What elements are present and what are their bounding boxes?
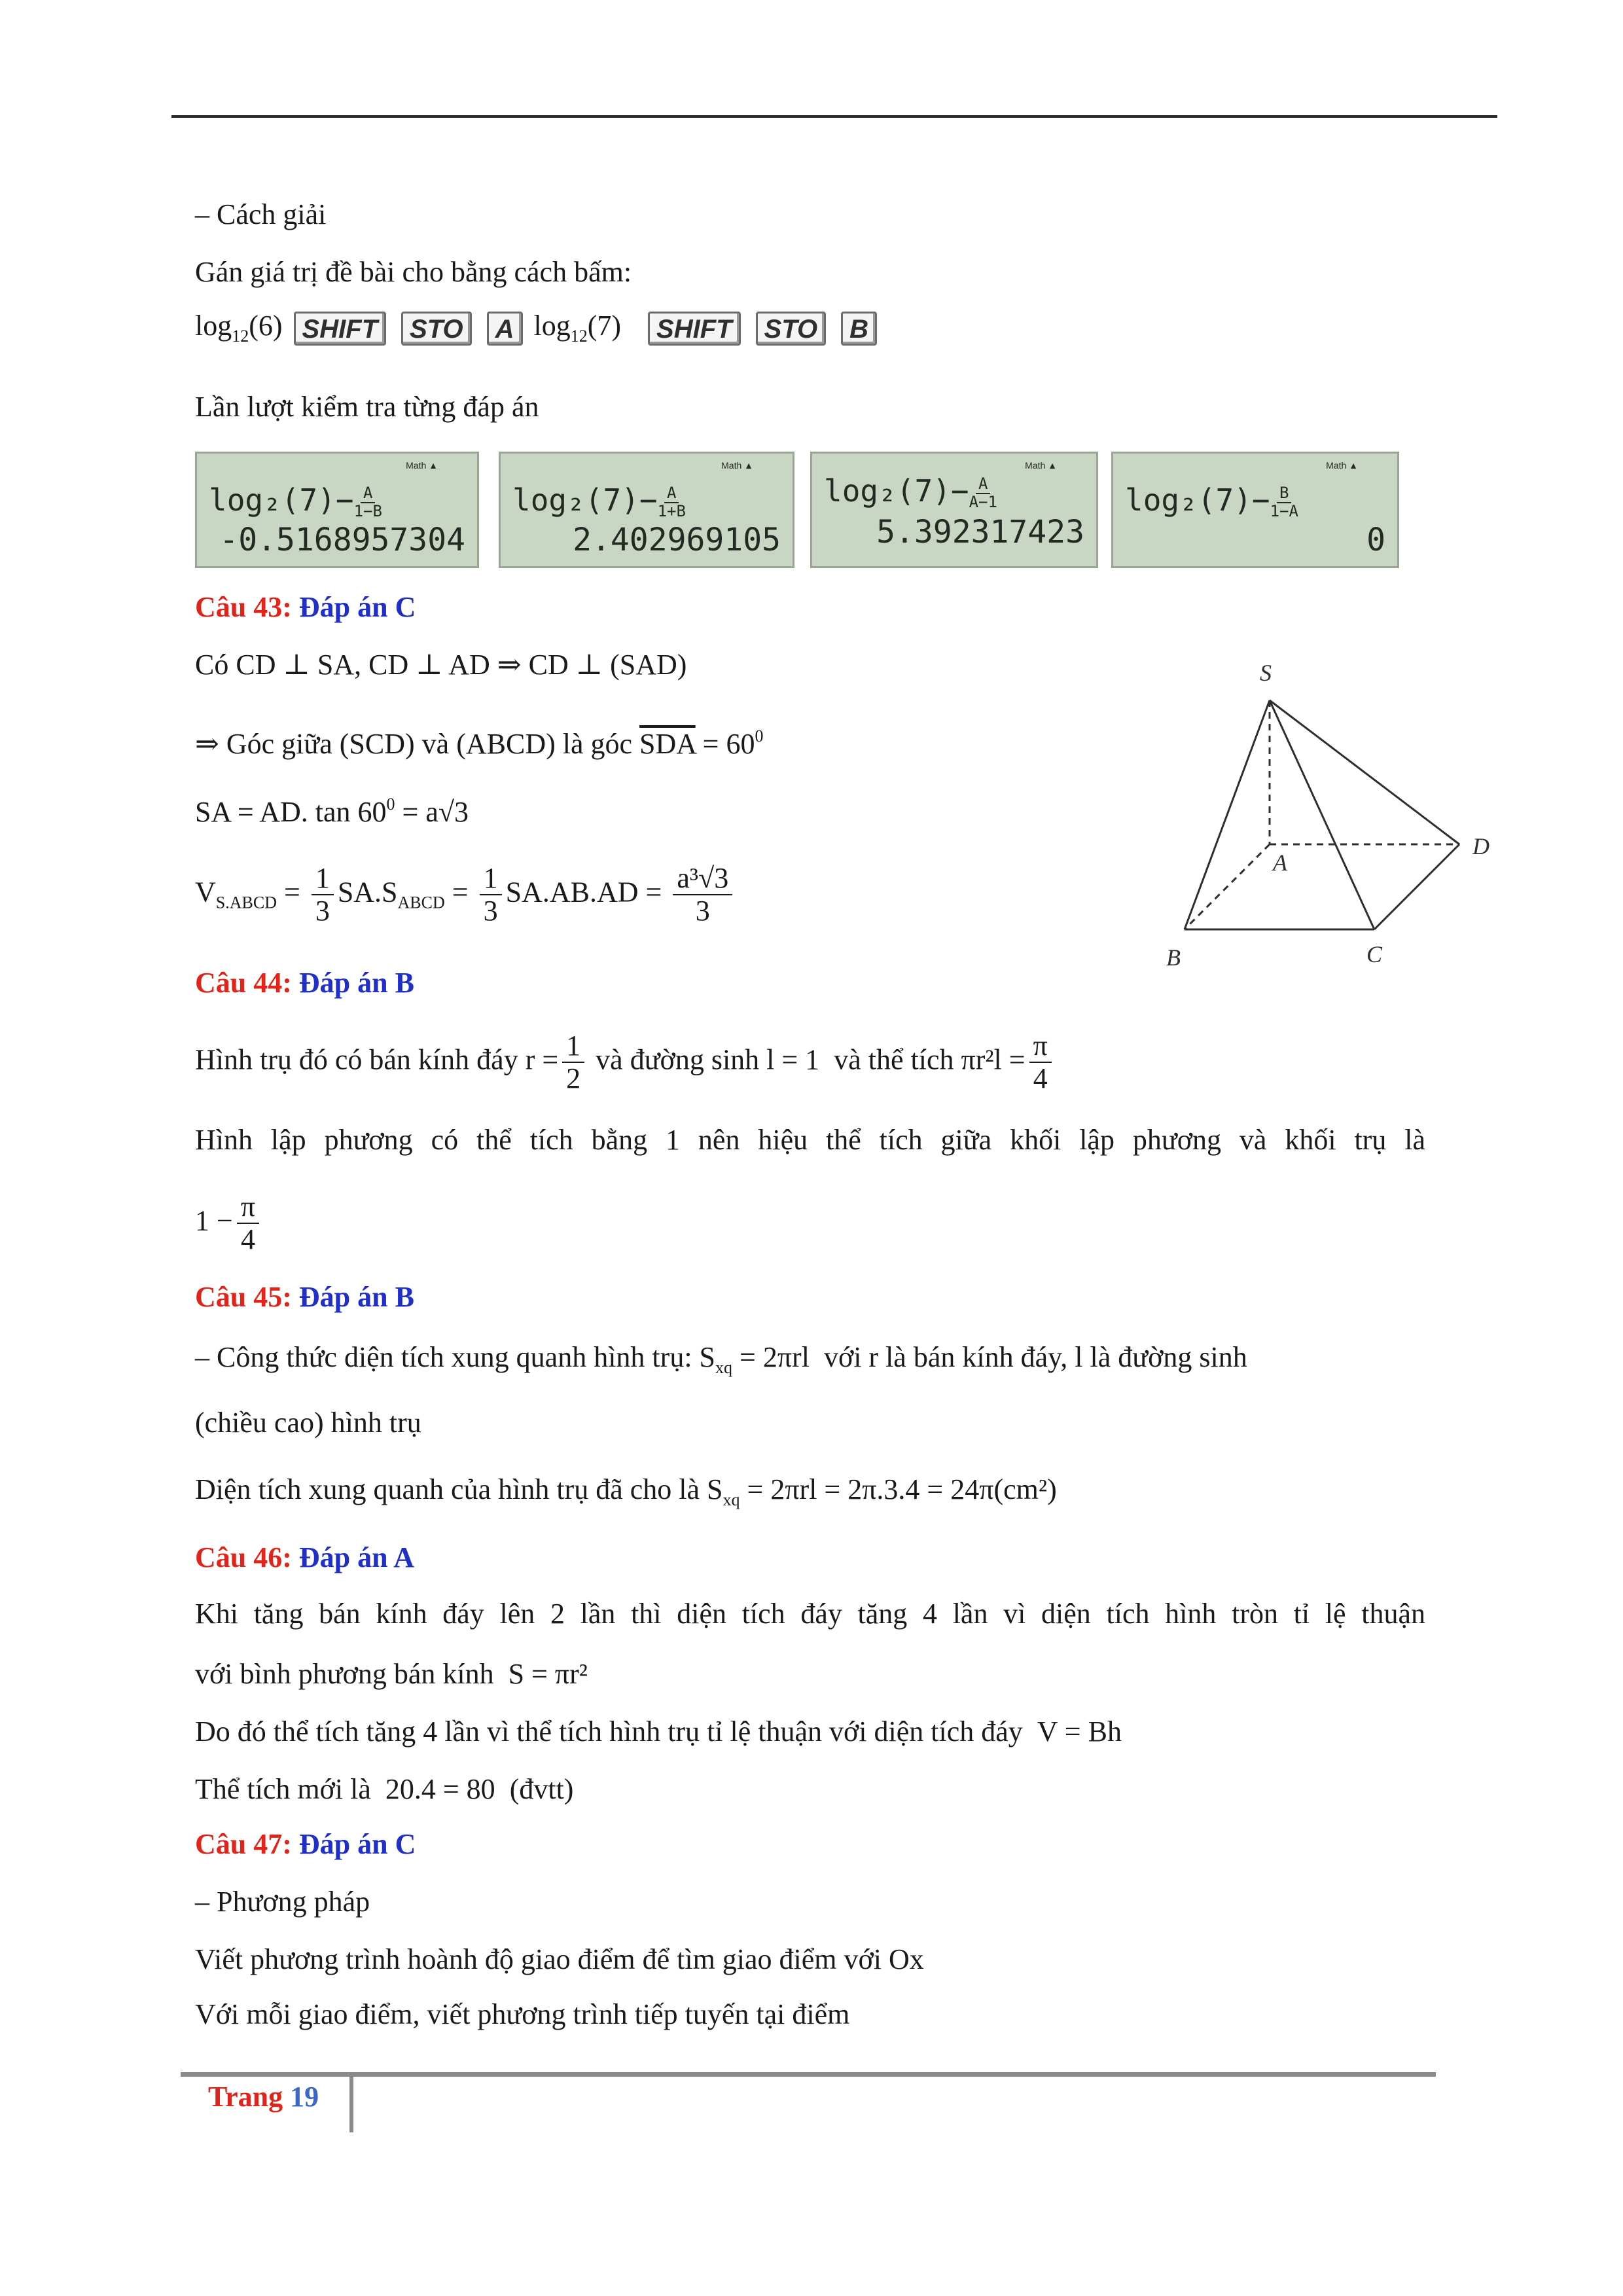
page-number: Trang 19 (208, 2081, 319, 2113)
calc-fraction: $\frac{A}{1-B}$ (353, 484, 382, 520)
check-text: Lần lượt kiểm tra từng đáp án (195, 391, 539, 423)
calc-expr: log₂(7)− (209, 482, 354, 518)
calc-result: 0 (1366, 522, 1385, 558)
q43-heading: Câu 43: Đáp án C (195, 591, 416, 623)
sto-key: STO (401, 312, 472, 346)
calc-fraction: $\frac{A}{1+B}$ (657, 484, 686, 520)
q45-line-2: (chiều cao) hình trụ (195, 1407, 421, 1439)
log-expr-2: $\log_{12}(7)$ (533, 310, 622, 346)
q45-heading: Câu 45: Đáp án B (195, 1281, 414, 1313)
sto-key-2: STO (756, 312, 827, 346)
q43-volume-formula: $V_{S.ABCD}$ = $\frac{1}{3}$ $SA.S_{ABCD}$ = $\frac{1}{3}$ SA.AB.AD = $\frac{\text{a³√3}}{3}$ (195, 863, 736, 927)
q44-line-2: Hình lập phương có thể tích bằng 1 nên hiệu thể tích giữa khối lập phương và khối trụ là (195, 1124, 1425, 1156)
q47-line-1: – Phương pháp (195, 1886, 370, 1918)
calc-result: 5.392317423 (876, 514, 1084, 550)
q45-line-3: Diện tích xung quanh của hình trụ đã cho là $S_{xq} = 2\pi rl = 2\pi.3.4 = 24\pi(cm^2)$ (195, 1473, 1057, 1509)
a-key: A (487, 312, 523, 346)
key-sequence (195, 312, 881, 346)
calc-expr: log₂(7)− (512, 482, 658, 518)
label-s: S (1260, 660, 1272, 686)
q43-line-1: Có CD ⊥ SA, CD ⊥ AD ⇒ CD ⊥ (SAD) (195, 649, 687, 681)
calculator-screen-3 (810, 452, 1098, 568)
edge-cd (1374, 844, 1459, 929)
shift-key-2: SHIFT (648, 312, 741, 346)
q44-line-1: Hình trụ đó có bán kính đáy r = $\frac{1}{2}$ và đường sinh l = 1 và thể tích πr²l = $\frac{\pi}{4}$ (195, 1030, 1056, 1095)
q47-line-3: Với mỗi giao điểm, viết phương trình tiếp tuyến tại điểm (195, 1998, 850, 2030)
math-mode-label: Math ▲ (1326, 460, 1358, 471)
math-mode-label: Math ▲ (721, 460, 753, 471)
label-b: B (1166, 944, 1181, 971)
edge-ab-hidden (1185, 844, 1270, 929)
q43-line-3: SA = AD. $\tan 60^0 = a√3$ (195, 795, 469, 828)
calculator-screen-1 (195, 452, 479, 568)
log-expr-1: $\log_{12}(6)$ (195, 310, 283, 346)
q47-line-2: Viết phương trình hoành độ giao điểm để tìm giao điểm với Ox (195, 1943, 924, 1975)
pyramid-figure (1158, 655, 1512, 995)
label-c: C (1366, 941, 1383, 967)
math-mode-label: Math ▲ (1025, 460, 1057, 471)
footer-separator (349, 2072, 353, 2132)
label-d: D (1472, 833, 1489, 859)
q47-heading: Câu 47: Đáp án C (195, 1828, 416, 1860)
edge-sc (1270, 700, 1374, 929)
q46-heading: Câu 46: Đáp án A (195, 1541, 414, 1573)
q44-heading: Câu 44: Đáp án B (195, 967, 414, 999)
footer-rule (181, 2072, 1436, 2077)
q46-line-1: Khi tăng bán kính đáy lên 2 lần thì diện tích đáy tăng 4 lần vì diện tích hình tròn tỉ lệ thuận (195, 1598, 1425, 1630)
calculator-screen-2 (499, 452, 794, 568)
calc-fraction: $\frac{B}{1-A}$ (1270, 484, 1298, 520)
calc-expr: log₂(7)− (1125, 482, 1270, 518)
shift-key: SHIFT (294, 312, 387, 346)
method-heading: – Cách giải (195, 198, 327, 230)
q45-line-1: – Công thức diện tích xung quanh hình trụ: $S_{xq} = 2\pi rl$ với r là bán kính đáy, l là đường sinh (195, 1341, 1247, 1377)
q46-line-3: Do đó thể tích tăng 4 lần vì thể tích hình trụ tỉ lệ thuận với diện tích đáy V = Bh (195, 1715, 1122, 1748)
calc-result: -0.5168957304 (219, 522, 465, 558)
q44-line-3: 1 − $\frac{\pi}{4}$ (195, 1191, 263, 1256)
q46-line-2: với bình phương bán kính S = πr² (195, 1658, 588, 1690)
label-a: A (1273, 850, 1287, 876)
edge-sb (1185, 700, 1270, 929)
assign-text: Gán giá trị đề bài cho bằng cách bấm: (195, 256, 632, 288)
b-key: B (841, 312, 877, 346)
math-mode-label: Math ▲ (406, 460, 438, 471)
q43-line-2: ⇒ Góc giữa (SCD) và (ABCD) là góc $\overline{SDA} = 60^0$ (195, 726, 764, 760)
calc-result: 2.402969105 (573, 522, 781, 558)
header-rule (171, 115, 1497, 118)
calculator-screen-4 (1111, 452, 1399, 568)
q46-line-4: Thể tích mới là 20.4 = 80 (đvtt) (195, 1773, 574, 1805)
edge-sd (1270, 700, 1459, 844)
calc-expr: log₂(7)− (824, 473, 969, 509)
calc-fraction: $\frac{A}{A-1}$ (969, 475, 997, 511)
